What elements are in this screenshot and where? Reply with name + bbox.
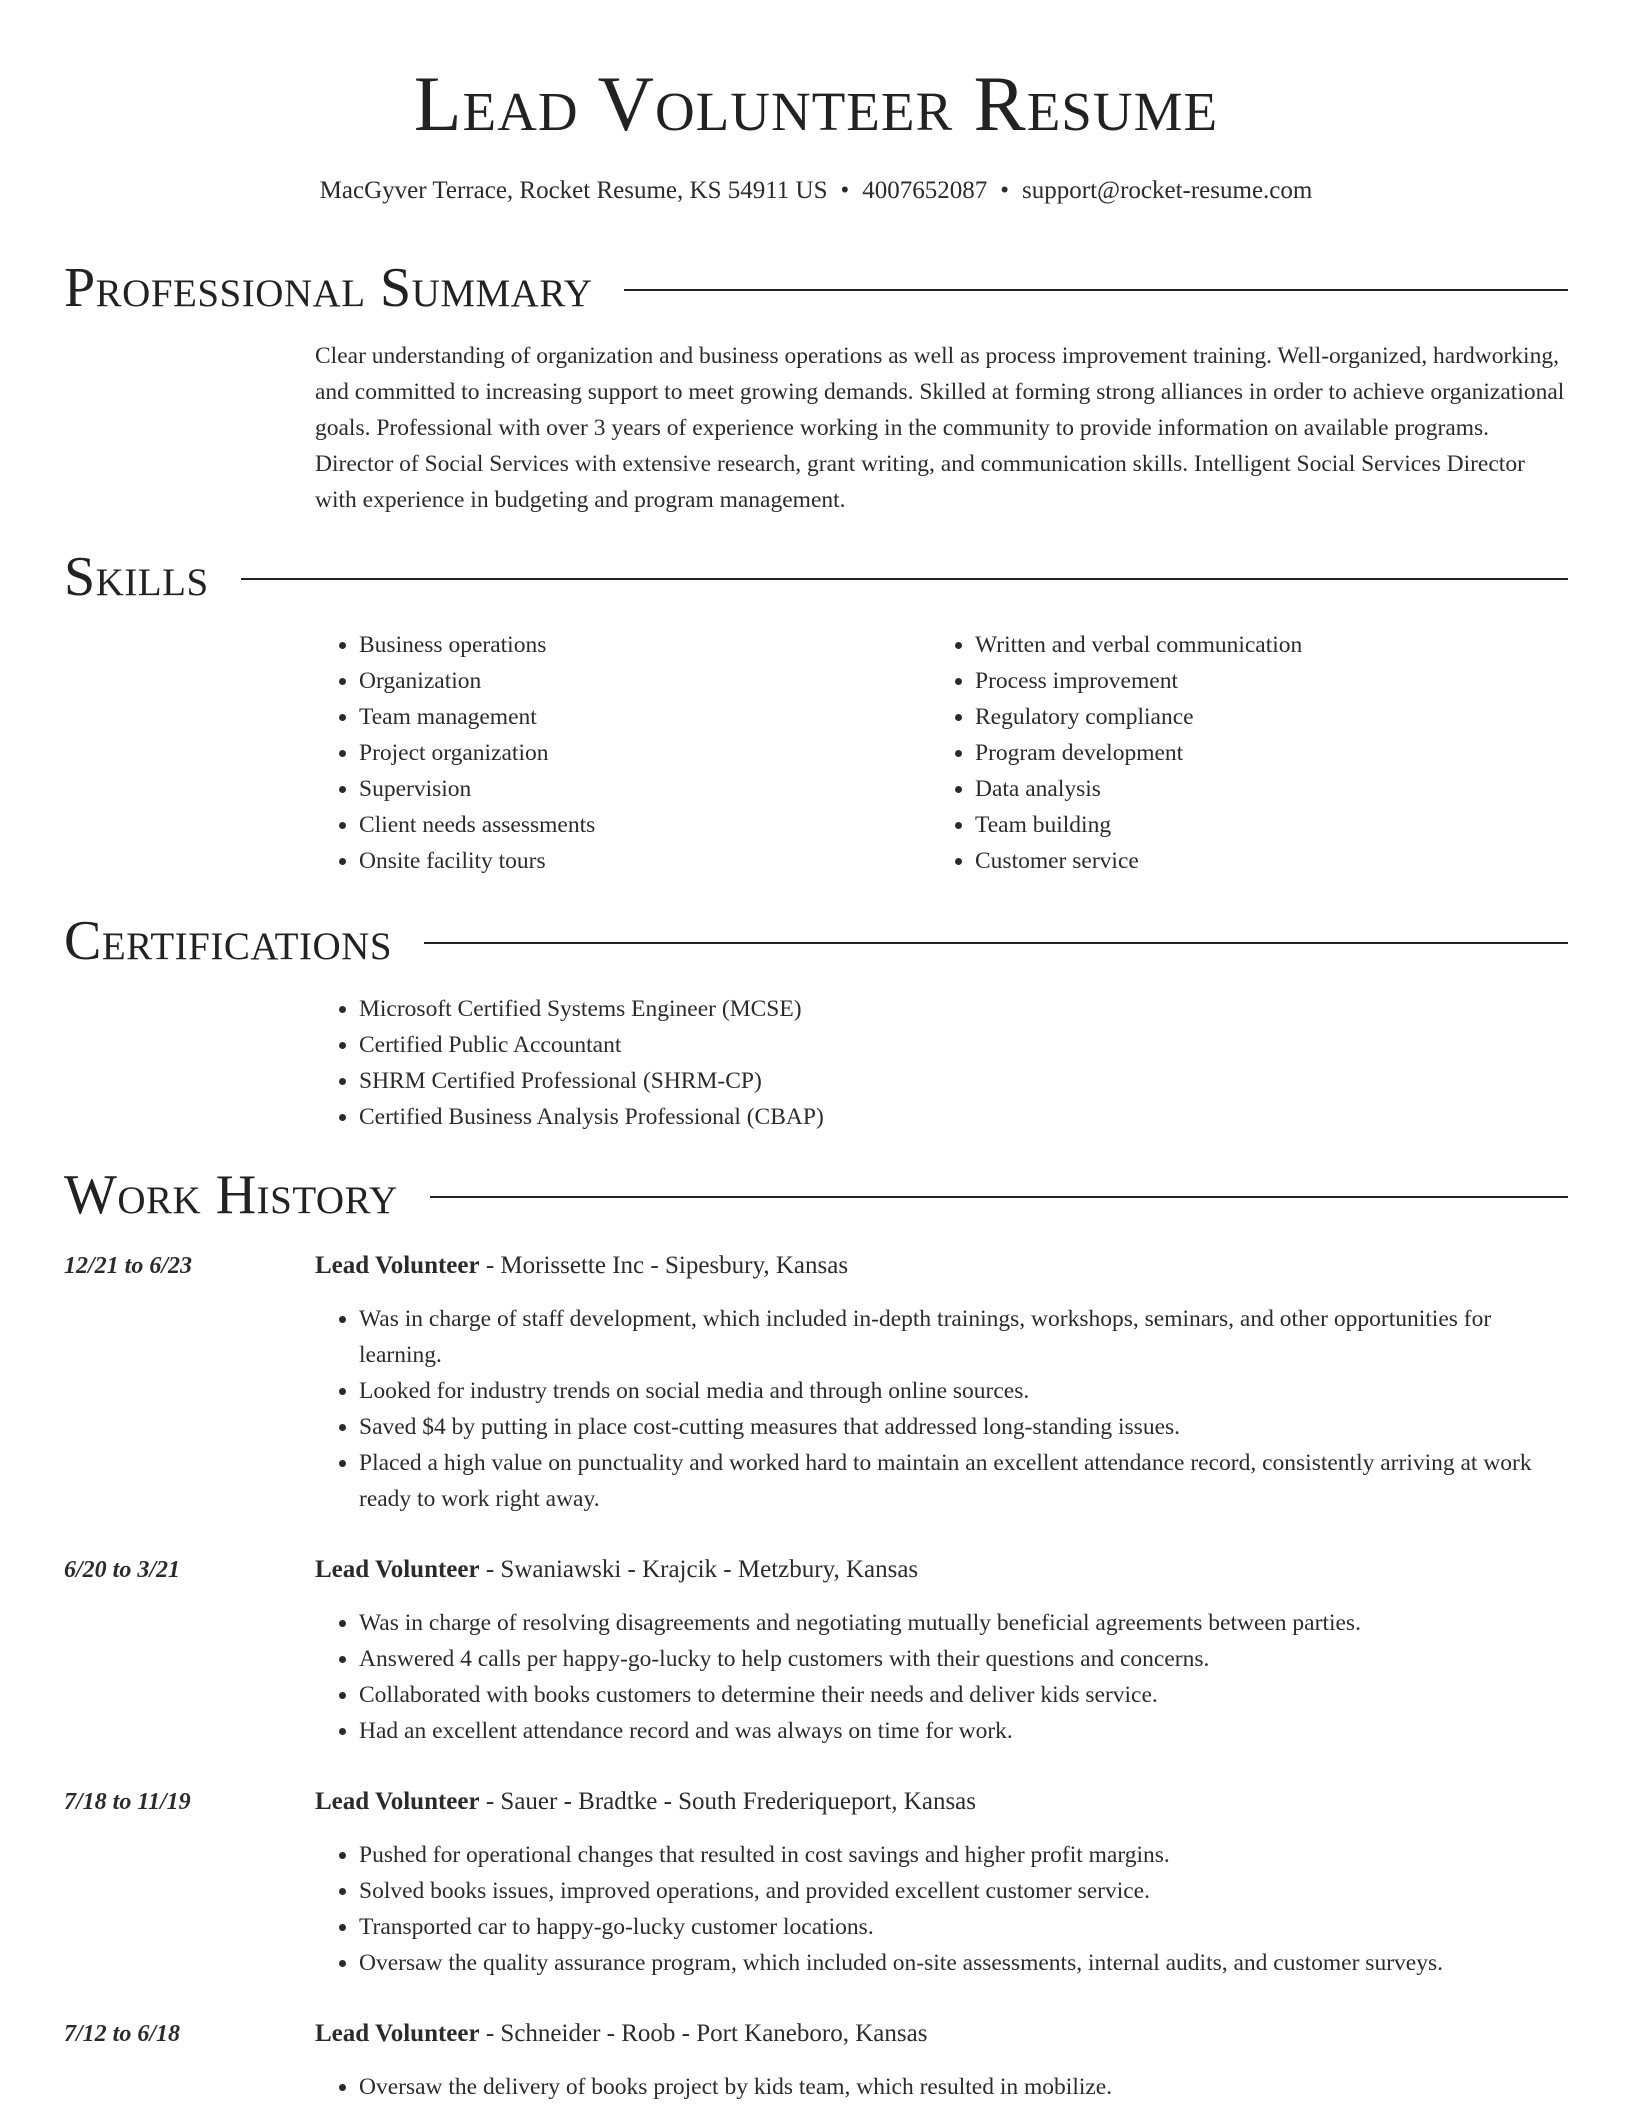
job-duties-list: [315, 1837, 1566, 1981]
job-duty: • Was in charge of staff development, which included in-depth trainings, workshops, seminars, and other opportunities for learning.: [359, 1301, 1566, 1373]
job-duties-list: [315, 1301, 1566, 1517]
job-employer: - Swaniawski - Krajcik - Metzbury, Kansas: [479, 1556, 919, 1583]
certification-item: • SHRM Certified Professional (SHRM-CP): [359, 1063, 1559, 1099]
job-dates: 6/20 to 3/21: [64, 1557, 181, 1583]
section-divider: [424, 942, 1568, 944]
skills-heading: Skills: [64, 546, 209, 608]
summary-text: Clear understanding of organization and business operations as well as process improvement training. Well-organized, hardworking, and committed to increasing support to meet growing demands. Skilled at forming strong alliances in order to achieve organizational goals. Professional with over 3 years of experience working in the community to provide information on available programs. Director of Social Services with extensive research, grant writing, and communication skills. Intelligent Social Services Director with experience in budgeting and program management.: [315, 343, 1565, 513]
job-role: Lead Volunteer: [315, 1788, 480, 1815]
skill-item: • Client needs assessments: [359, 807, 959, 843]
work-history-heading: Work History: [64, 1164, 398, 1226]
job-duties-list: [315, 1605, 1566, 1749]
section-divider: [624, 289, 1568, 291]
skill-item: • Team management: [359, 699, 959, 735]
skills-list-right: [931, 627, 1615, 879]
job-employer: - Morissette Inc - Sipesbury, Kansas: [479, 1252, 849, 1279]
job-duty: • Solved books issues, improved operations, and provided excellent customer service.: [359, 1873, 1566, 1909]
skill-item: • Project organization: [359, 735, 959, 771]
contact-separator: •: [840, 177, 850, 204]
skill-item: • Regulatory compliance: [975, 699, 1615, 735]
contact-address: MacGyver Terrace, Rocket Resume, KS 54911 US: [319, 177, 828, 204]
job-title-line: [315, 1552, 918, 1588]
job-dates: 7/12 to 6/18: [64, 2021, 181, 2047]
contact-line: [0, 174, 1632, 208]
skill-item: • Onsite facility tours: [359, 843, 959, 879]
summary-heading: Professional Summary: [64, 257, 593, 319]
skill-item: • Process improvement: [975, 663, 1615, 699]
job-title-line: [315, 2016, 927, 2052]
skill-item: • Program development: [975, 735, 1615, 771]
certification-item: • Certified Business Analysis Professional (CBAP): [359, 1099, 1559, 1135]
certification-item: • Certified Public Accountant: [359, 1027, 1559, 1063]
certification-item: • Microsoft Certified Systems Engineer (MCSE): [359, 991, 1559, 1027]
job-role: Lead Volunteer: [315, 1252, 480, 1279]
job-role: Lead Volunteer: [315, 1556, 480, 1583]
skills-section-header: [64, 546, 1568, 608]
job-employer: - Sauer - Bradtke - South Frederiqueport, Kansas: [479, 1788, 977, 1815]
job-duty: • Oversaw the delivery of books project by kids team, which resulted in mobilize.: [359, 2069, 1566, 2105]
job-title-line: [315, 1784, 976, 1820]
job-dates: 12/21 to 6/23: [64, 1253, 193, 1279]
job-dates: 7/18 to 11/19: [64, 1789, 191, 1815]
job-duty: • Placed a high value on punctuality and worked hard to maintain an excellent attendance record, consistently arriving at work ready to work right away.: [359, 1445, 1566, 1517]
contact-email: support@rocket-resume.com: [1022, 177, 1313, 204]
job-duty: • Answered 4 calls per happy-go-lucky to help customers with their questions and concerns.: [359, 1641, 1566, 1677]
work-history-section-header: [64, 1164, 1568, 1226]
section-divider: [430, 1196, 1568, 1198]
job-duty: • Looked for industry trends on social media and through online sources.: [359, 1373, 1566, 1409]
job-duty: • Had an excellent attendance record and was always on time for work.: [359, 1713, 1566, 1749]
section-divider: [241, 578, 1568, 580]
skill-item: • Data analysis: [975, 771, 1615, 807]
contact-separator: •: [1000, 177, 1010, 204]
job-duty: • Saved $4 by putting in place cost-cutting measures that addressed long-standing issues.: [359, 1409, 1566, 1445]
contact-phone: 4007652087: [862, 177, 988, 204]
job-title-line: [315, 1248, 848, 1284]
job-duty: • Pushed for operational changes that resulted in cost savings and higher profit margins.: [359, 1837, 1566, 1873]
job-duties-list: [315, 2069, 1566, 2105]
certifications-heading: Certifications: [64, 910, 393, 972]
summary-section-header: [64, 257, 1568, 319]
skills-list-left: [315, 627, 959, 879]
job-duty: • Was in charge of resolving disagreements and negotiating mutually beneficial agreements between parties.: [359, 1605, 1566, 1641]
skill-item: • Customer service: [975, 843, 1615, 879]
job-employer: - Schneider - Roob - Port Kaneboro, Kansas: [479, 2020, 928, 2047]
skill-item: • Organization: [359, 663, 959, 699]
job-role: Lead Volunteer: [315, 2020, 480, 2047]
skill-item: • Business operations: [359, 627, 959, 663]
resume-title: Lead Volunteer Resume: [413, 60, 1219, 147]
certifications-section-header: [64, 910, 1568, 972]
job-duty: • Collaborated with books customers to determine their needs and deliver kids service.: [359, 1677, 1566, 1713]
job-duty: • Oversaw the quality assurance program, which included on-site assessments, internal audits, and customer surveys.: [359, 1945, 1566, 1981]
skill-item: • Supervision: [359, 771, 959, 807]
certifications-list: [315, 991, 1559, 1135]
skill-item: • Written and verbal communication: [975, 627, 1615, 663]
job-duty: • Transported car to happy-go-lucky customer locations.: [359, 1909, 1566, 1945]
skill-item: • Team building: [975, 807, 1615, 843]
